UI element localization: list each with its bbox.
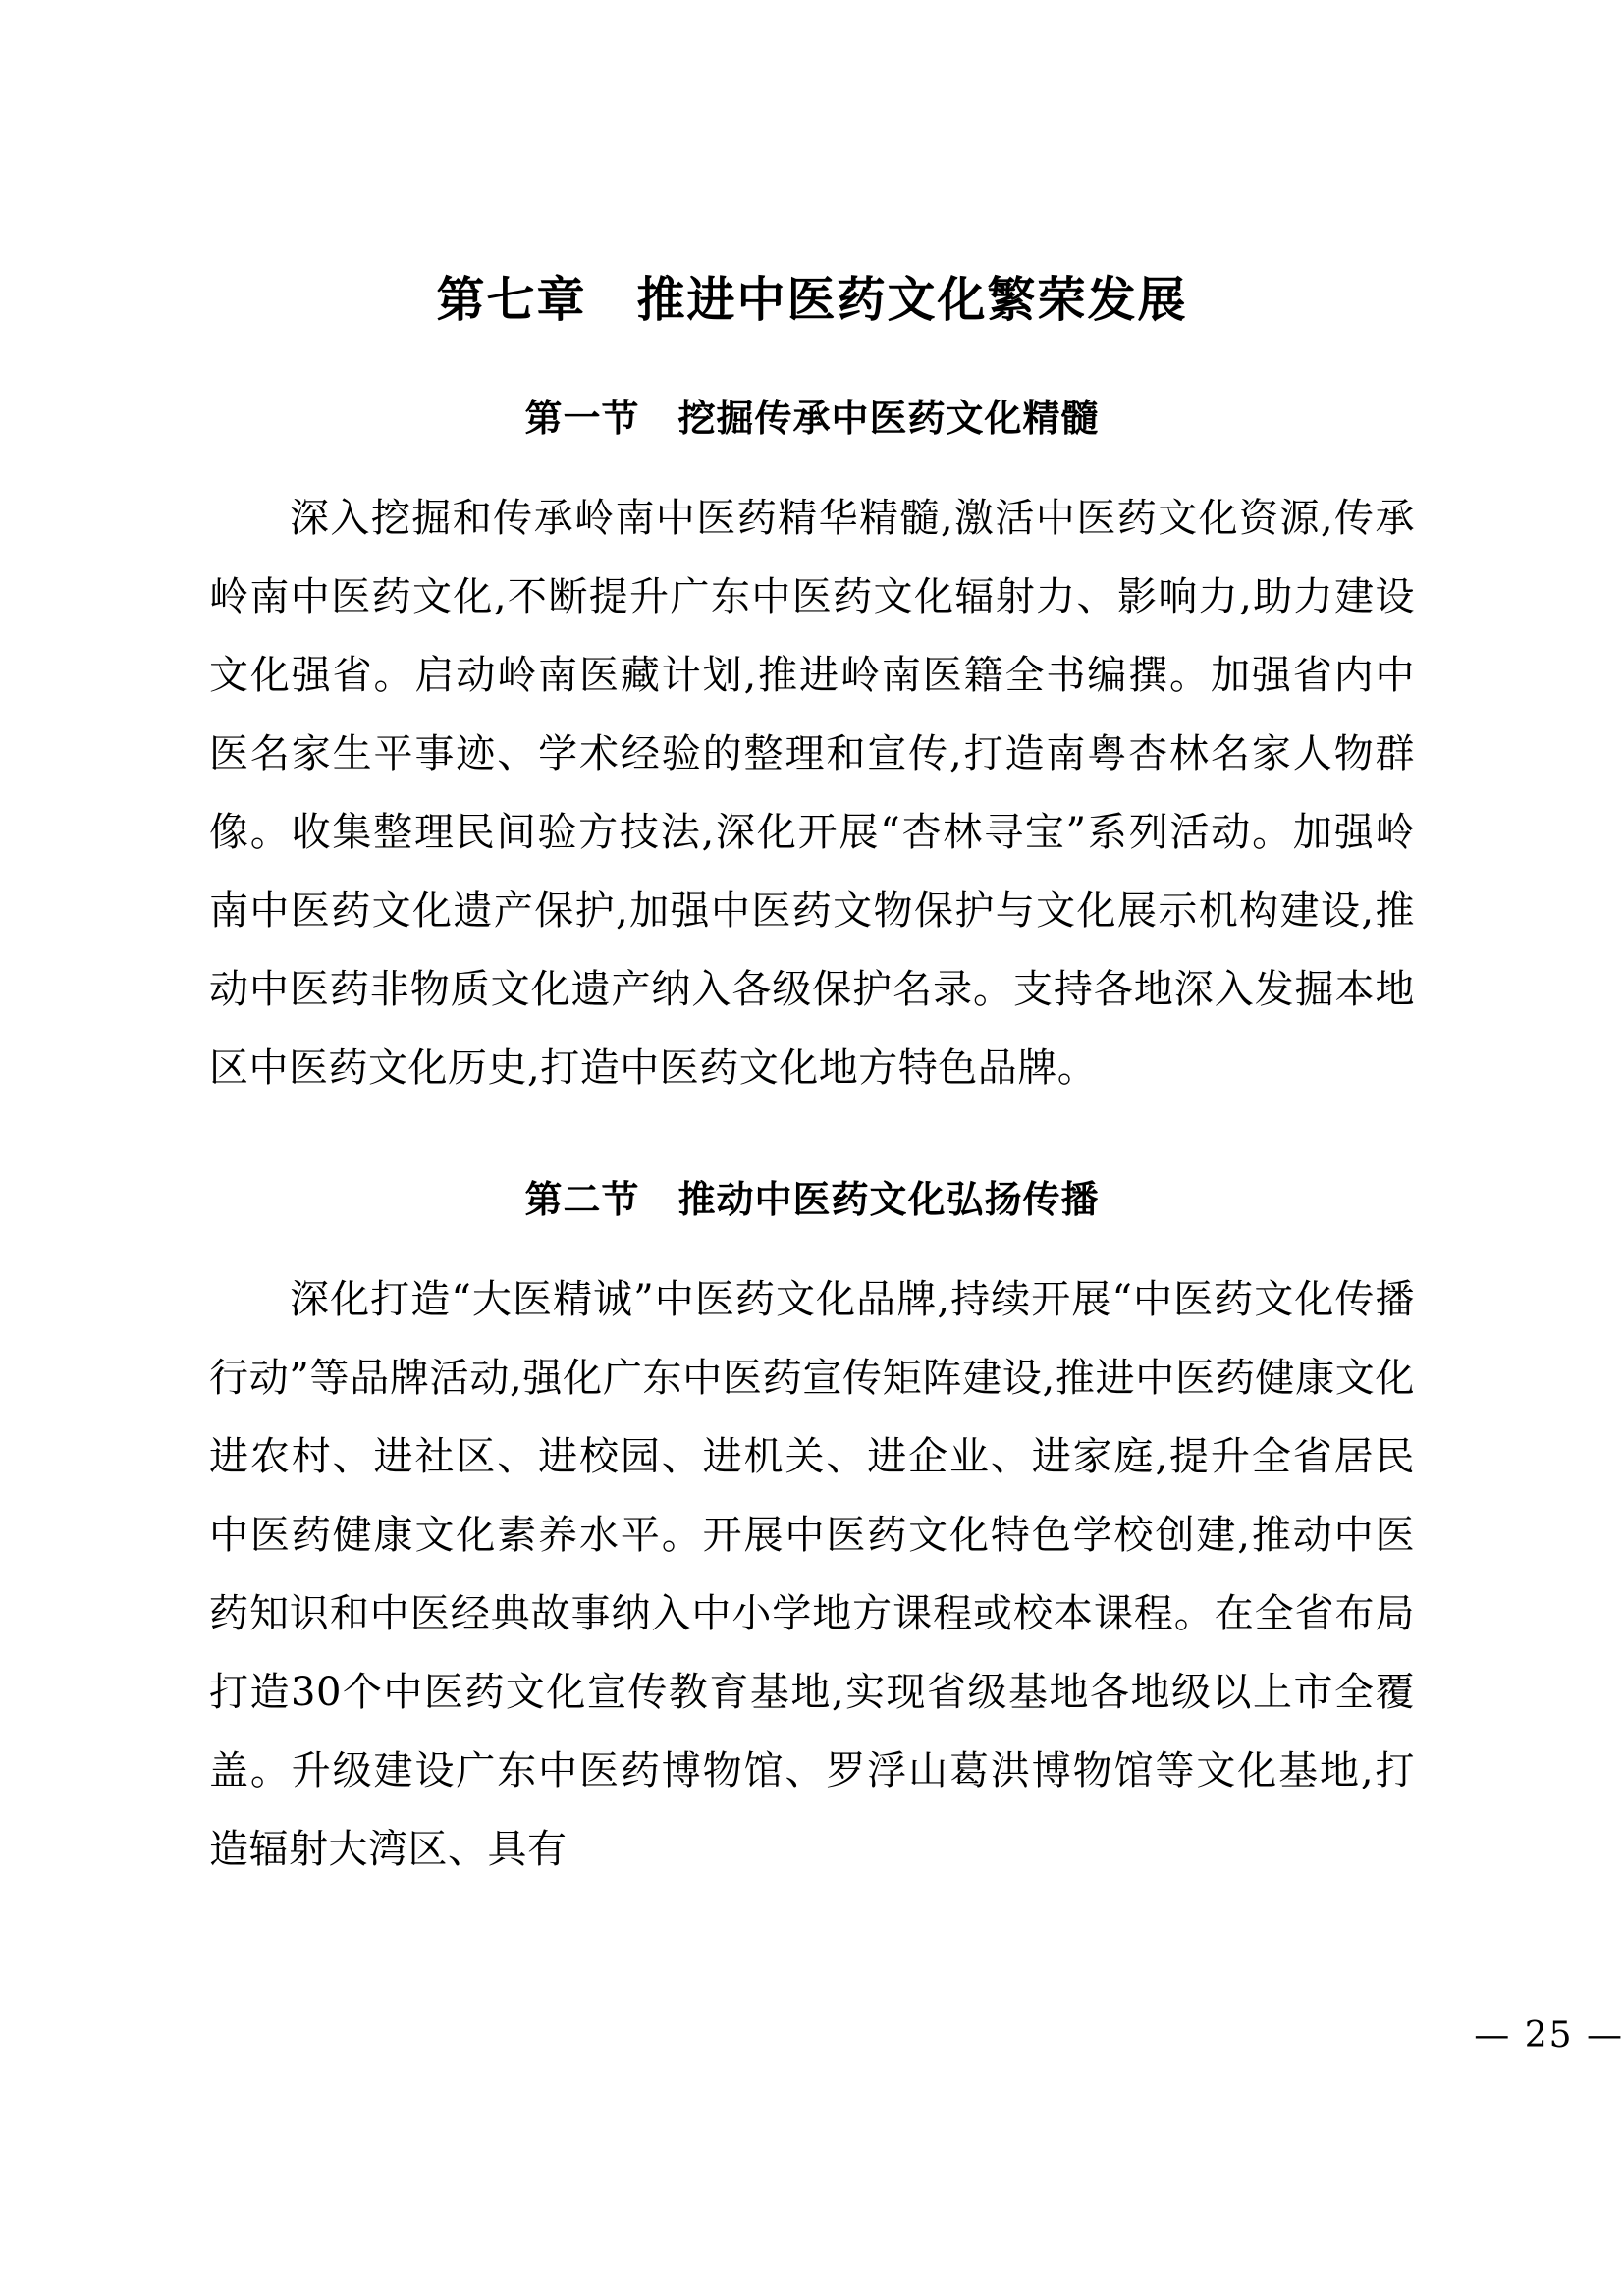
- page-number: — 25 —: [1474, 2015, 1624, 2056]
- section-heading-2: 第二节 推动中医药文化弘扬传播: [524, 1178, 1100, 1222]
- section-paragraph-1: 深入挖掘和传承岭南中医药精华精髓,激活中医药文化资源,传承岭南中医药文化,不断提升广东中医药文化辐射力、影响力,助力建设文化强省。启动岭南医藏计划,推进岭南医籍全书编撰。加强省内中医名家生平事迹、学术经验的整理和宣传,打造南粤杏林名家人物群像。收集整理民间验方技法,深化开展“杏林寻宝”系列活动。加强岭南中医药文化遗产保护,加强中医药文物保护与文化展示机构建设,推动中医药非物质文化遗产纳入各级保护名录。支持各地深入发掘本地区中医药文化历史,打造中医药文化地方特色品牌。: [209, 496, 1415, 1092]
- page-content: [209, 0, 1415, 2296]
- section-heading-1: 第一节 挖掘传承中医药文化精髓: [524, 396, 1100, 440]
- chapter-title: 第七章 推进中医药文化繁荣发展: [436, 271, 1188, 328]
- section-paragraph-2: 深化打造“大医精诚”中医药文化品牌,持续开展“中医药文化传播行动”等品牌活动,强化广东中医药宣传矩阵建设,推进中医药健康文化进农村、进社区、进校园、进机关、进企业、进家庭,提升全省居民中医药健康文化素养水平。开展中医药文化特色学校创建,推动中医药知识和中医经典故事纳入中小学地方课程或校本课程。在全省布局打造30个中医药文化宣传教育基地,实现省级基地各地级以上市全覆盖。升级建设广东中医药博物馆、罗浮山葛洪博物馆等文化基地,打造辐射大湾区、具有: [209, 1276, 1415, 1872]
